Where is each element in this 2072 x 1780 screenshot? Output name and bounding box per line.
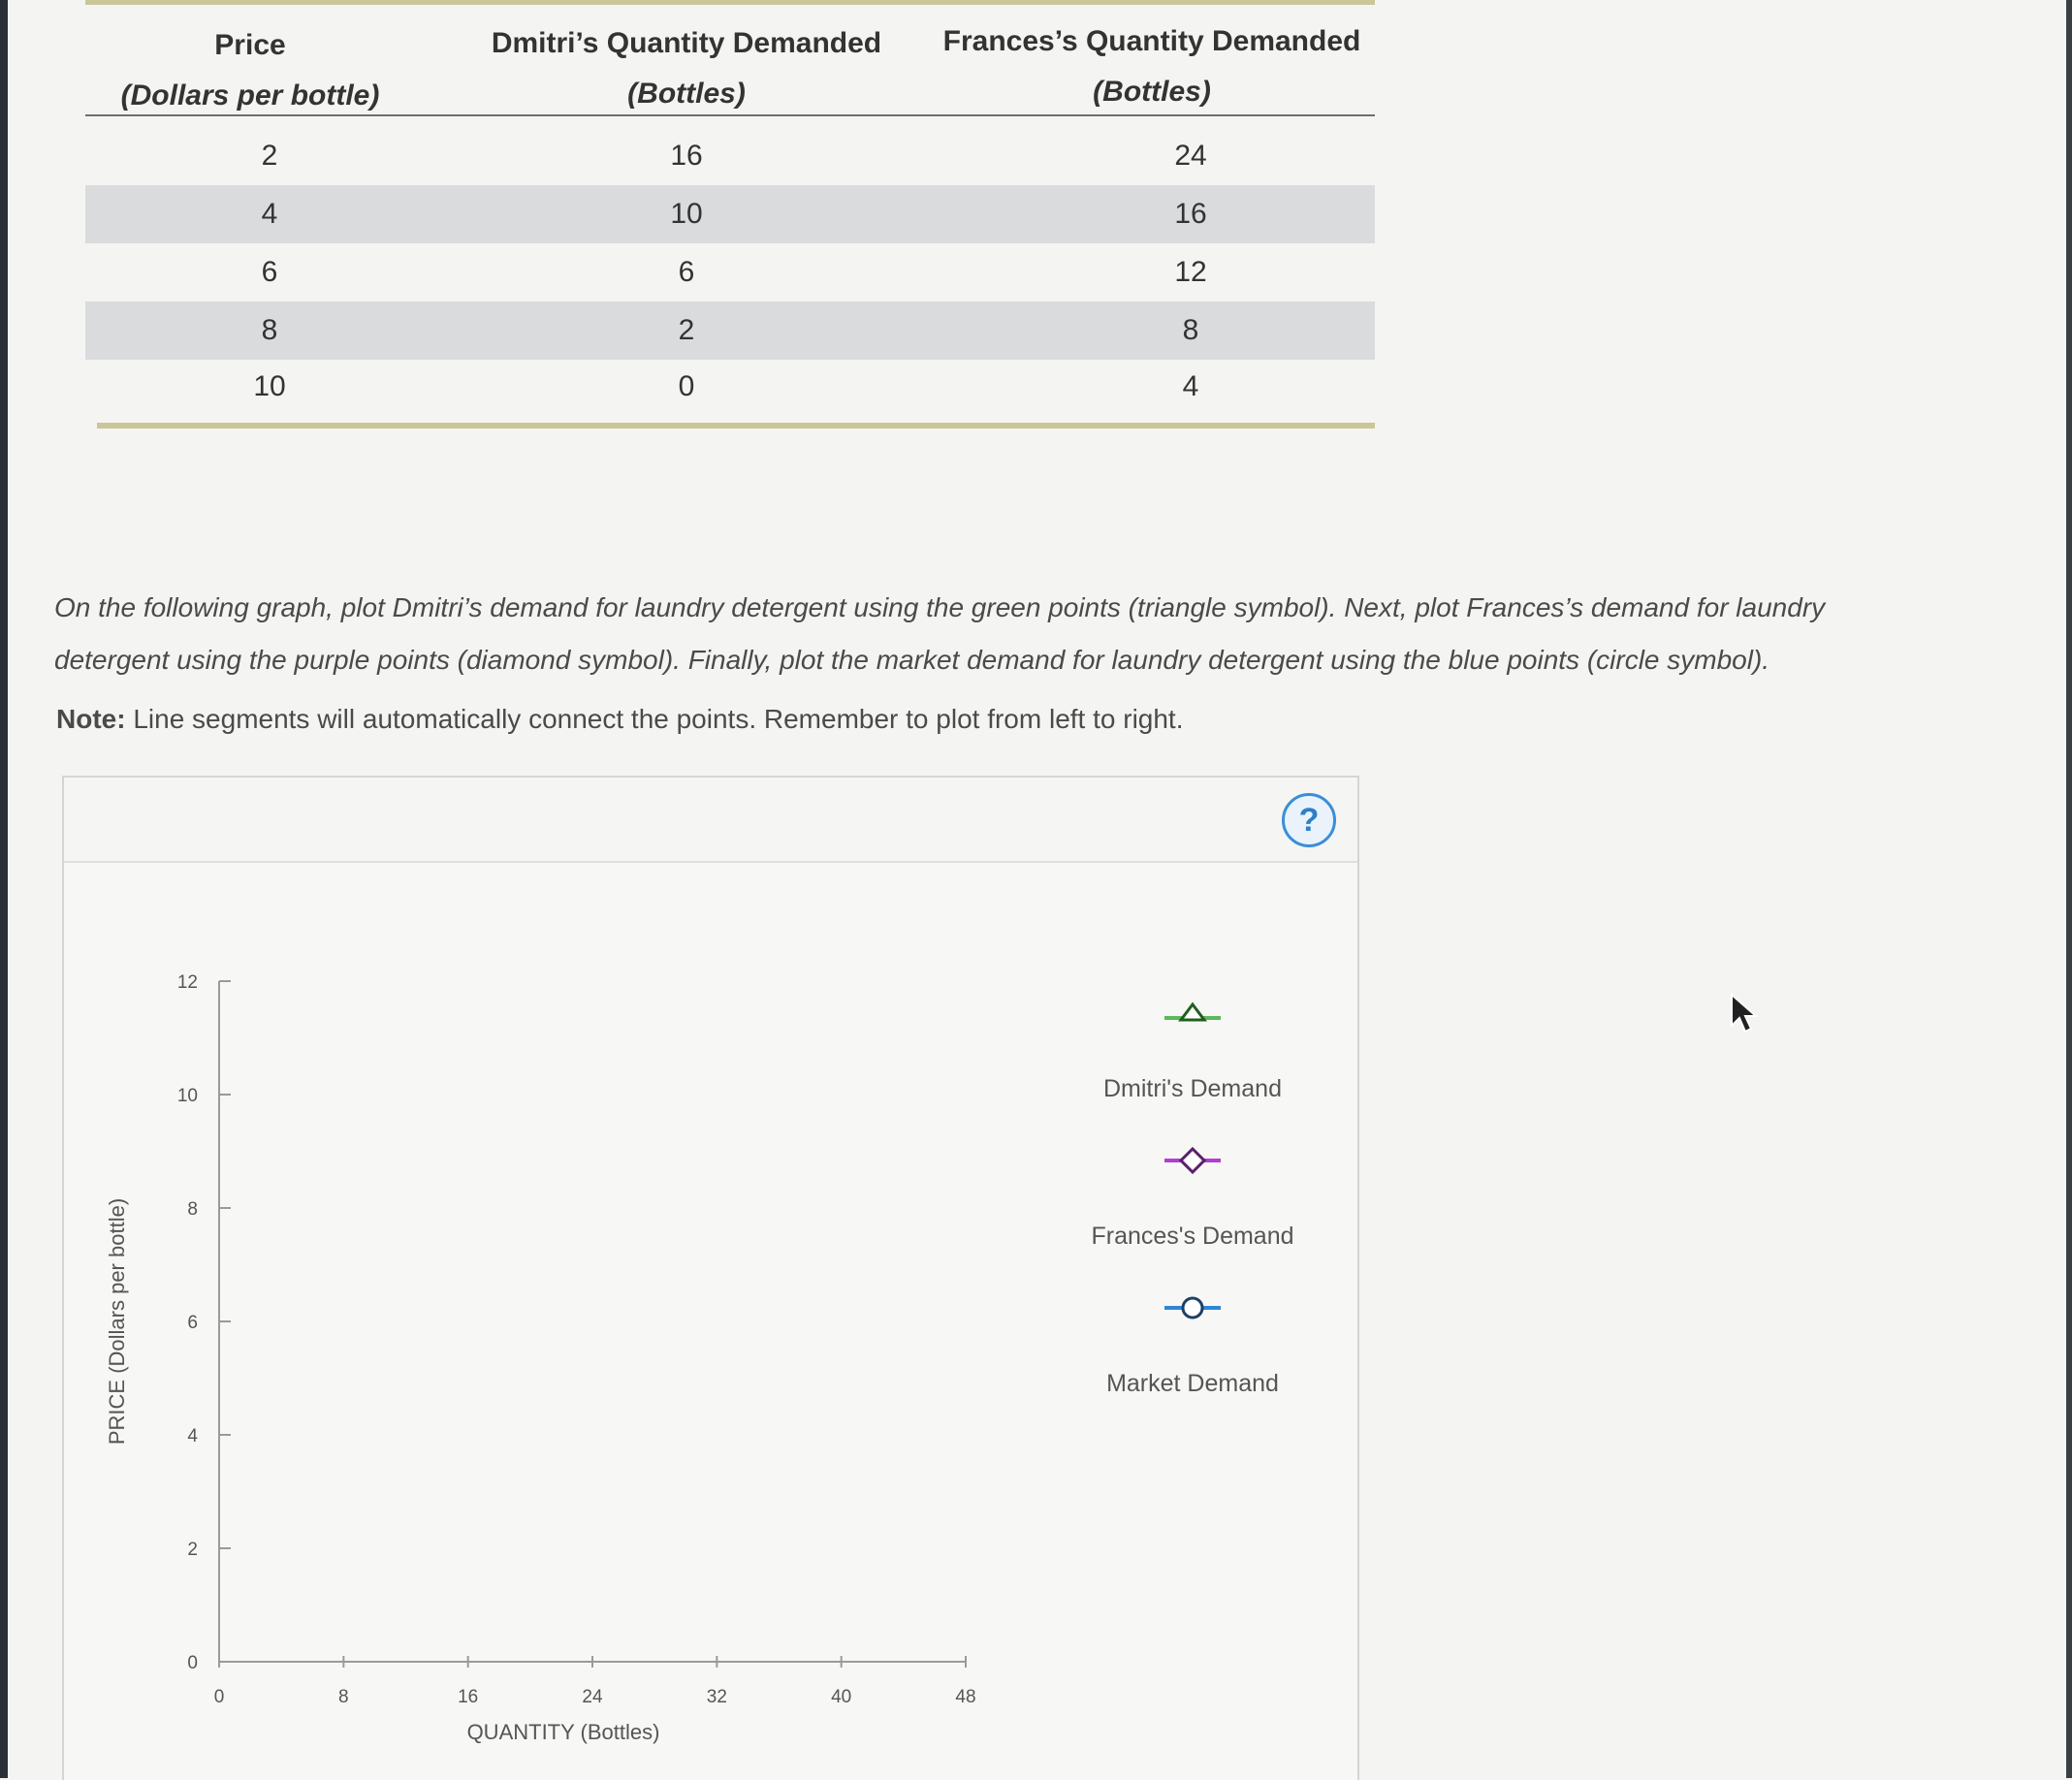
window-edge-left [0, 0, 8, 1778]
instructions-line-2: detergent using the purple points (diamond symbol). Finally, plot the market demand for laundry detergent using the blue points (circle symbol). [54, 645, 1770, 675]
x-tick-label: 32 [706, 1687, 727, 1707]
triangle-icon[interactable] [1159, 999, 1227, 1028]
legend-frances-label: Frances's Demand [1091, 1223, 1294, 1250]
cell-frances: 4 [1182, 370, 1199, 402]
axes [177, 972, 976, 1707]
header-rule [85, 114, 1375, 116]
circle-icon[interactable] [1159, 1293, 1227, 1322]
cell-dmitri: 16 [670, 140, 703, 172]
graph-panel [62, 776, 1359, 1780]
y-tick-label: 12 [176, 972, 198, 993]
y-tick-label: 10 [176, 1086, 198, 1106]
header-price-unit: (Dollars per bottle) [120, 79, 380, 111]
x-tick-label: 0 [213, 1687, 225, 1707]
header-price-title: Price [214, 29, 286, 61]
instructions-line-1: On the following graph, plot Dmitri’s demand for laundry detergent using the green points (triangle symbol). Next, plot Frances’s demand for laundry [54, 592, 1826, 622]
header-frances-unit: (Bottles) [1093, 76, 1211, 108]
y-tick-label: 8 [187, 1199, 198, 1220]
y-tick-label: 4 [187, 1426, 198, 1446]
x-tick-label: 16 [458, 1687, 479, 1707]
legend-market-tool[interactable] [1047, 1293, 1338, 1398]
y-tick-label: 0 [187, 1653, 198, 1673]
table-bottom-rule [97, 423, 1375, 429]
x-tick-label: 48 [955, 1687, 976, 1707]
cell-price: 4 [261, 198, 278, 230]
cell-price: 6 [261, 256, 278, 288]
help-button[interactable]: ? [1282, 793, 1336, 847]
table-row [85, 243, 1375, 302]
legend-frances-tool[interactable] [1047, 1146, 1338, 1251]
cell-dmitri: 10 [670, 198, 703, 230]
mouse-pointer-icon [1730, 993, 1759, 1035]
x-axis-title: QUANTITY (Bottles) [466, 1720, 660, 1744]
cell-dmitri: 0 [678, 370, 695, 402]
cell-price: 2 [261, 140, 278, 172]
legend-market-label: Market Demand [1106, 1370, 1279, 1397]
note-label: Note: [56, 704, 126, 734]
x-tick-label: 8 [338, 1687, 349, 1707]
cell-dmitri: 2 [678, 314, 695, 346]
y-tick-label: 2 [187, 1540, 198, 1560]
header-dmitri [463, 27, 909, 111]
graph-area[interactable] [64, 778, 1357, 1780]
cell-price: 8 [261, 314, 278, 346]
header-price [85, 29, 415, 112]
diamond-icon[interactable] [1159, 1146, 1227, 1175]
cell-frances: 24 [1174, 140, 1207, 172]
cell-frances: 12 [1174, 256, 1207, 288]
cell-frances: 8 [1182, 314, 1199, 346]
header-frances-title: Frances’s Quantity Demanded [942, 25, 1361, 57]
table-top-rule [85, 0, 1375, 5]
legend-dmitri-tool[interactable] [1047, 999, 1338, 1103]
table-row [85, 127, 1375, 185]
y-axis-title: PRICE (Dollars per bottle) [105, 1197, 129, 1446]
window-edge-right [2066, 0, 2072, 1778]
note-text [56, 704, 1184, 735]
header-frances [929, 25, 1375, 109]
header-dmitri-title: Dmitri’s Quantity Demanded [491, 27, 882, 59]
cell-price: 10 [253, 370, 286, 402]
table-row [85, 185, 1375, 243]
x-tick-label: 24 [582, 1687, 603, 1707]
table-row [85, 302, 1375, 360]
table-row [85, 358, 1375, 416]
x-tick-label: 40 [831, 1687, 852, 1707]
header-dmitri-unit: (Bottles) [627, 78, 746, 110]
note-body: Line segments will automatically connect the points. Remember to plot from left to right. [125, 704, 1184, 734]
legend-dmitri-label: Dmitri's Demand [1103, 1075, 1282, 1102]
cell-dmitri: 6 [678, 256, 695, 288]
cell-frances: 16 [1174, 198, 1207, 230]
y-tick-label: 6 [187, 1313, 198, 1333]
